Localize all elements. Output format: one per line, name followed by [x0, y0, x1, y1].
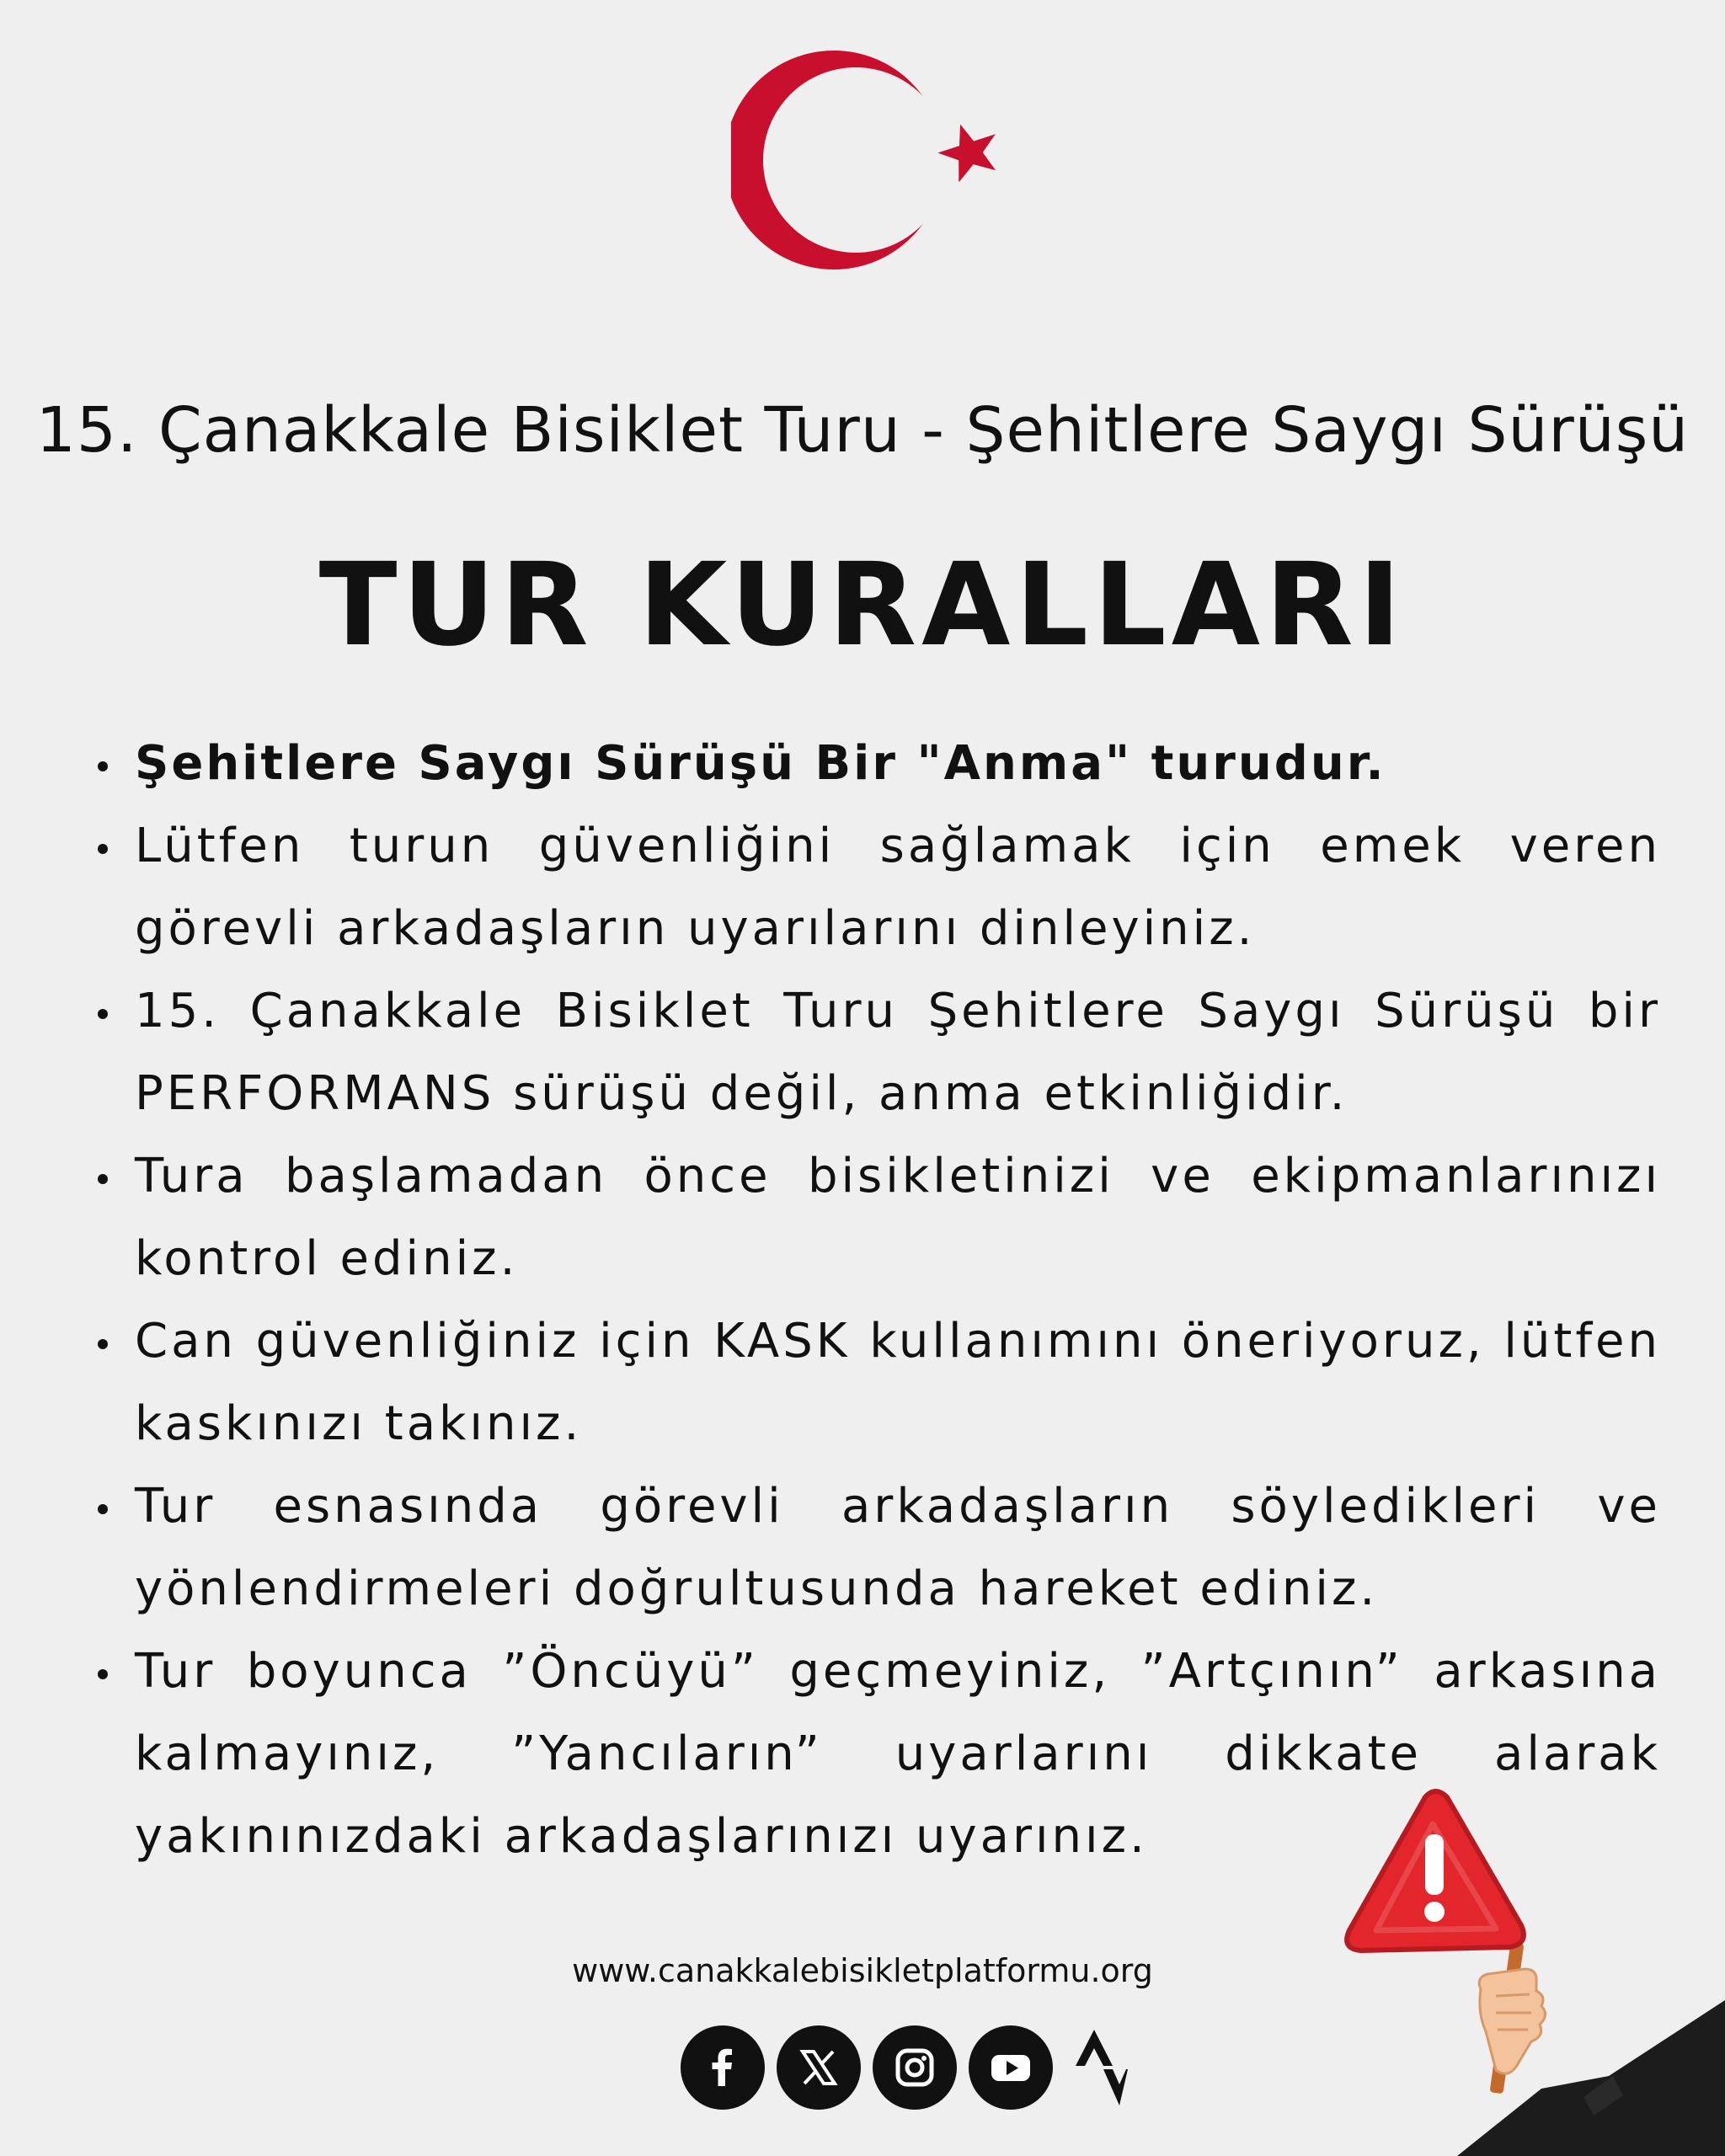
event-subtitle: 15. Çanakkale Bisiklet Turu - Şehitlere Saygı Sürüşü: [35, 394, 1690, 467]
rule-item: Tur boyunca ”Öncüyü” geçmeyiniz, ”Artçının” arkasına kalmayınız, ”Yancıların” uyarlarını dikkate alarak yakınınızdaki arkadaşlarınızı uyarınız.: [93, 1630, 1661, 1878]
crescent-star-icon: [731, 49, 1017, 276]
rule-item: 15. Çanakkale Bisiklet Turu Şehitlere Saygı Sürüşü bir PERFORMANS sürüşü değil, anma etkinliğidir.: [93, 970, 1661, 1135]
website-link[interactable]: www.canakkalebisikletplatformu.org: [572, 1952, 1153, 1989]
page-title: TUR KURALLARI: [318, 539, 1407, 672]
strava-icon[interactable]: [1065, 2025, 1132, 2110]
social-links: [681, 2025, 1132, 2110]
rule-item: Tur esnasında görevli arkadaşların söyledikleri ve yönlendirmeleri doğrultusunda hareket ediniz.: [93, 1465, 1661, 1630]
rule-item: Can güvenliğiniz için KASK kullanımını öneriyoruz, lütfen kaskınızı takınız.: [93, 1300, 1661, 1465]
facebook-icon[interactable]: [681, 2025, 765, 2110]
rule-item: Şehitlere Saygı Sürüşü Bir "Anma" turudur.: [93, 723, 1661, 805]
youtube-icon[interactable]: [969, 2025, 1053, 2110]
warning-sign-icon: [1331, 1785, 1725, 2156]
x-icon[interactable]: [777, 2025, 861, 2110]
rules-list: [93, 723, 1661, 1878]
instagram-icon[interactable]: [873, 2025, 957, 2110]
rule-item: Lütfen turun güvenliğini sağlamak için emek veren görevli arkadaşların uyarılarını dinleyiniz.: [93, 805, 1661, 970]
rule-item: Tura başlamadan önce bisikletinizi ve ekipmanlarınızı kontrol ediniz.: [93, 1135, 1661, 1300]
